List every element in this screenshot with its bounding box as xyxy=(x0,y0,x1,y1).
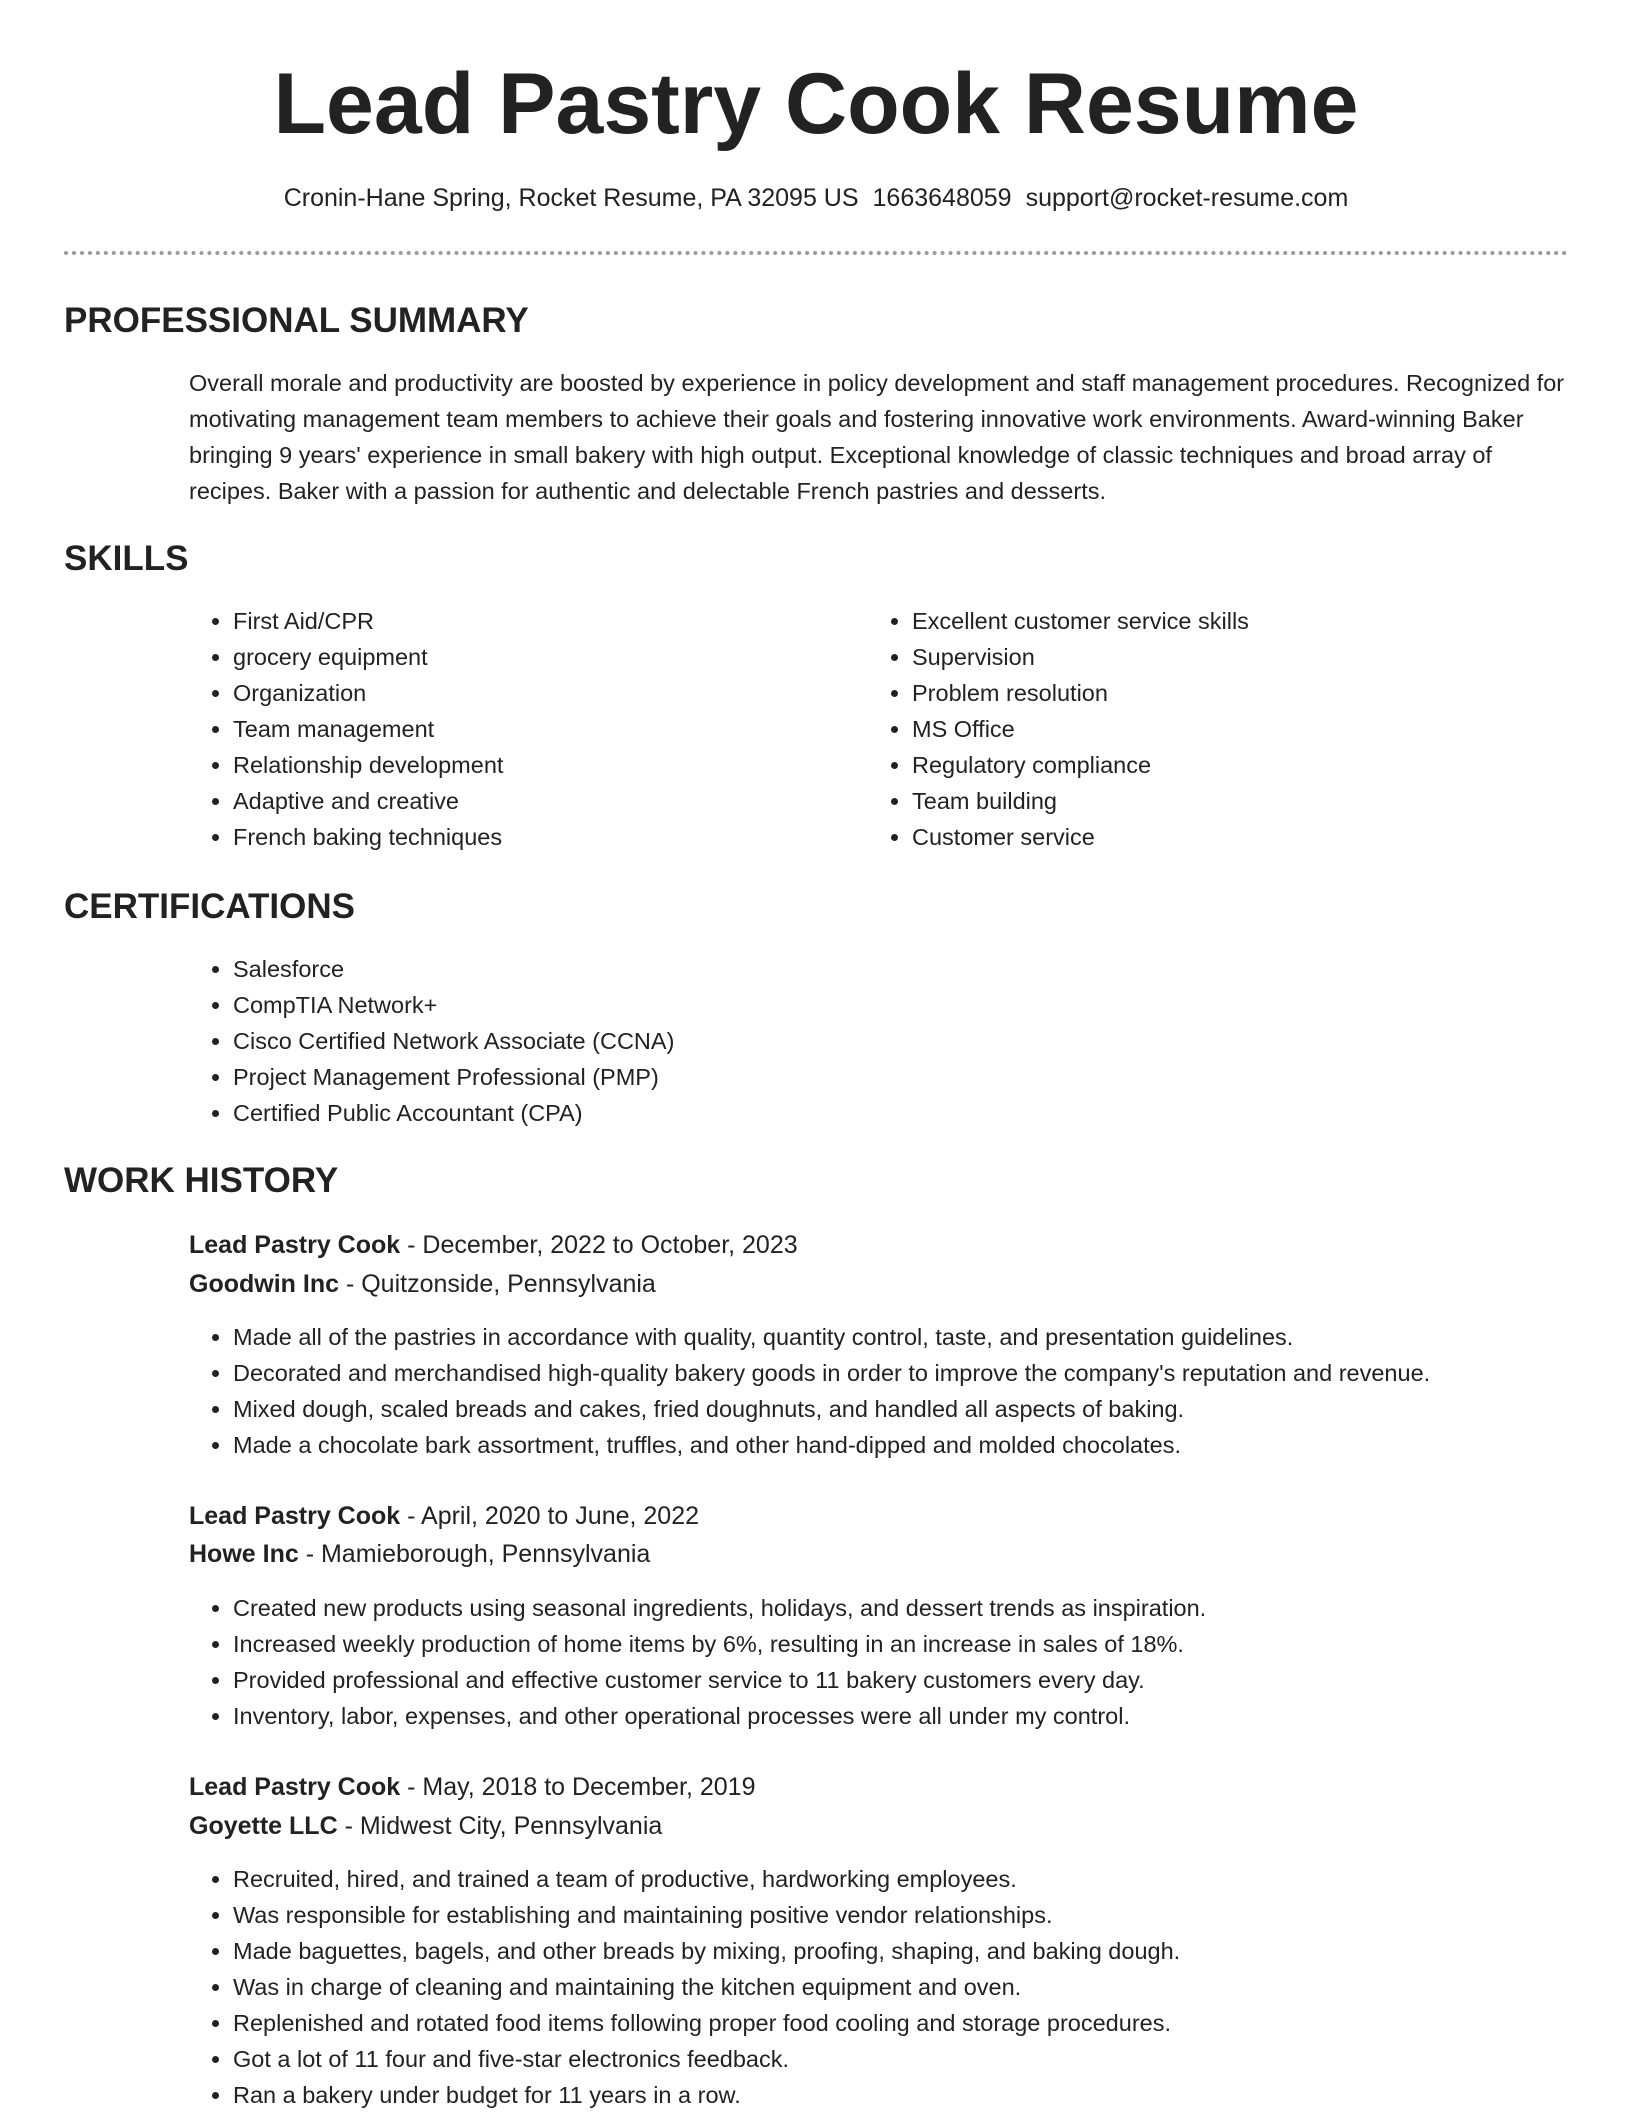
job-bullet: • Increased weekly production of home items by 6%, resulting in an increase in sales of 18%. xyxy=(233,1626,1623,1662)
work-history-heading: WORK HISTORY xyxy=(64,1161,339,1200)
job-location: - Mamieborough, Pennsylvania xyxy=(298,1540,651,1568)
job-role-line xyxy=(189,1768,755,1806)
skill-item: • Regulatory compliance xyxy=(912,747,1532,783)
skill-item: • Relationship development xyxy=(233,747,853,783)
skill-item: • Problem resolution xyxy=(912,675,1532,711)
certification-item: • Salesforce xyxy=(233,951,1433,987)
job-location: - Quitzonside, Pennsylvania xyxy=(339,1270,656,1298)
contact-address: Cronin-Hane Spring, Rocket Resume, PA 32095 US xyxy=(283,184,859,212)
job-dates: - April, 2020 to June, 2022 xyxy=(400,1502,700,1530)
job-location: - Midwest City, Pennsylvania xyxy=(337,1812,663,1840)
job-company: Goyette LLC xyxy=(189,1812,338,1840)
job-bullet: • Made a chocolate bark assortment, truffles, and other hand-dipped and molded chocolates. xyxy=(233,1427,1623,1463)
job-role-line xyxy=(189,1226,798,1264)
job-dates: - May, 2018 to December, 2019 xyxy=(400,1773,756,1801)
summary-heading: PROFESSIONAL SUMMARY xyxy=(64,301,529,340)
skill-item: • Organization xyxy=(233,675,853,711)
skill-item: • Adaptive and creative xyxy=(233,783,853,819)
job-role: Lead Pastry Cook xyxy=(189,1502,401,1530)
skill-item: • Customer service xyxy=(912,819,1532,855)
job-bullet: • Got a lot of 11 four and five-star electronics feedback. xyxy=(233,2041,1623,2077)
certifications-heading: CERTIFICATIONS xyxy=(64,887,356,926)
certification-item: • CompTIA Network+ xyxy=(233,987,1433,1023)
job-role: Lead Pastry Cook xyxy=(189,1231,401,1259)
skill-item: • MS Office xyxy=(912,711,1532,747)
certification-item: • Project Management Professional (PMP) xyxy=(233,1059,1433,1095)
contact-info xyxy=(0,180,1632,216)
job-bullet: • Mixed dough, scaled breads and cakes, fried doughnuts, and handled all aspects of baking. xyxy=(233,1391,1623,1427)
certifications-list xyxy=(189,951,1433,1131)
job-role: Lead Pastry Cook xyxy=(189,1773,401,1801)
job-role-line xyxy=(189,1497,699,1535)
job-bullet: • Provided professional and effective customer service to 11 bakery customers every day. xyxy=(233,1662,1623,1698)
skill-item: • Excellent customer service skills xyxy=(912,603,1532,639)
job-bullet: • Ran a bakery under budget for 11 years in a row. xyxy=(233,2077,1623,2113)
job-bullet: • Recruited, hired, and trained a team of productive, hardworking employees. xyxy=(233,1861,1623,1897)
job-dates: - December, 2022 to October, 2023 xyxy=(400,1231,798,1259)
header-divider xyxy=(64,251,1568,255)
skill-item: • Supervision xyxy=(912,639,1532,675)
job-company-line xyxy=(189,1265,656,1303)
skill-item: • First Aid/CPR xyxy=(233,603,853,639)
job-bullet: • Replenished and rotated food items following proper food cooling and storage procedures. xyxy=(233,2005,1623,2041)
certification-item: • Certified Public Accountant (CPA) xyxy=(233,1095,1433,1131)
job-bullet: • Made baguettes, bagels, and other breads by mixing, proofing, shaping, and baking dough. xyxy=(233,1933,1623,1969)
job-bullets xyxy=(189,1861,1623,2113)
skill-item: • Team management xyxy=(233,711,853,747)
job-bullet: • Created new products using seasonal ingredients, holidays, and dessert trends as inspiration. xyxy=(233,1590,1623,1626)
skill-item: • Team building xyxy=(912,783,1532,819)
skills-list-left xyxy=(189,603,853,855)
certification-item: • Cisco Certified Network Associate (CCNA) xyxy=(233,1023,1433,1059)
skills-heading: SKILLS xyxy=(64,539,189,578)
job-company: Goodwin Inc xyxy=(189,1270,339,1298)
job-bullet: • Decorated and merchandised high-quality bakery goods in order to improve the company's reputation and revenue. xyxy=(233,1355,1623,1391)
job-company-line xyxy=(189,1807,662,1845)
summary-text: Overall morale and productivity are boosted by experience in policy development and staff management procedures. Recognized for motivating management team members to achieve their goals and fostering innovative work environments. Award-winning Baker bringing 9 years' experience in small bakery with high output. Exceptional knowledge of classic techniques and broad array of recipes. Baker with a passion for authentic and delectable French pastries and desserts. xyxy=(189,370,1565,504)
job-bullets xyxy=(189,1590,1623,1734)
job-bullet: • Inventory, labor, expenses, and other operational processes were all under my control. xyxy=(233,1698,1623,1734)
contact-email[interactable]: support@rocket-resume.com xyxy=(1025,184,1349,212)
job-bullet: • Was in charge of cleaning and maintaining the kitchen equipment and oven. xyxy=(233,1969,1623,2005)
job-bullet: • Was responsible for establishing and maintaining positive vendor relationships. xyxy=(233,1897,1623,1933)
skills-list-right xyxy=(868,603,1532,855)
skill-item: • French baking techniques xyxy=(233,819,853,855)
contact-phone: 1663648059 xyxy=(872,184,1012,212)
job-bullets xyxy=(189,1319,1623,1463)
job-company-line xyxy=(189,1535,650,1573)
resume-title: Lead Pastry Cook Resume xyxy=(273,56,1359,152)
job-company: Howe Inc xyxy=(189,1540,299,1568)
skill-item: • grocery equipment xyxy=(233,639,853,675)
job-bullet: • Made all of the pastries in accordance with quality, quantity control, taste, and presentation guidelines. xyxy=(233,1319,1623,1355)
